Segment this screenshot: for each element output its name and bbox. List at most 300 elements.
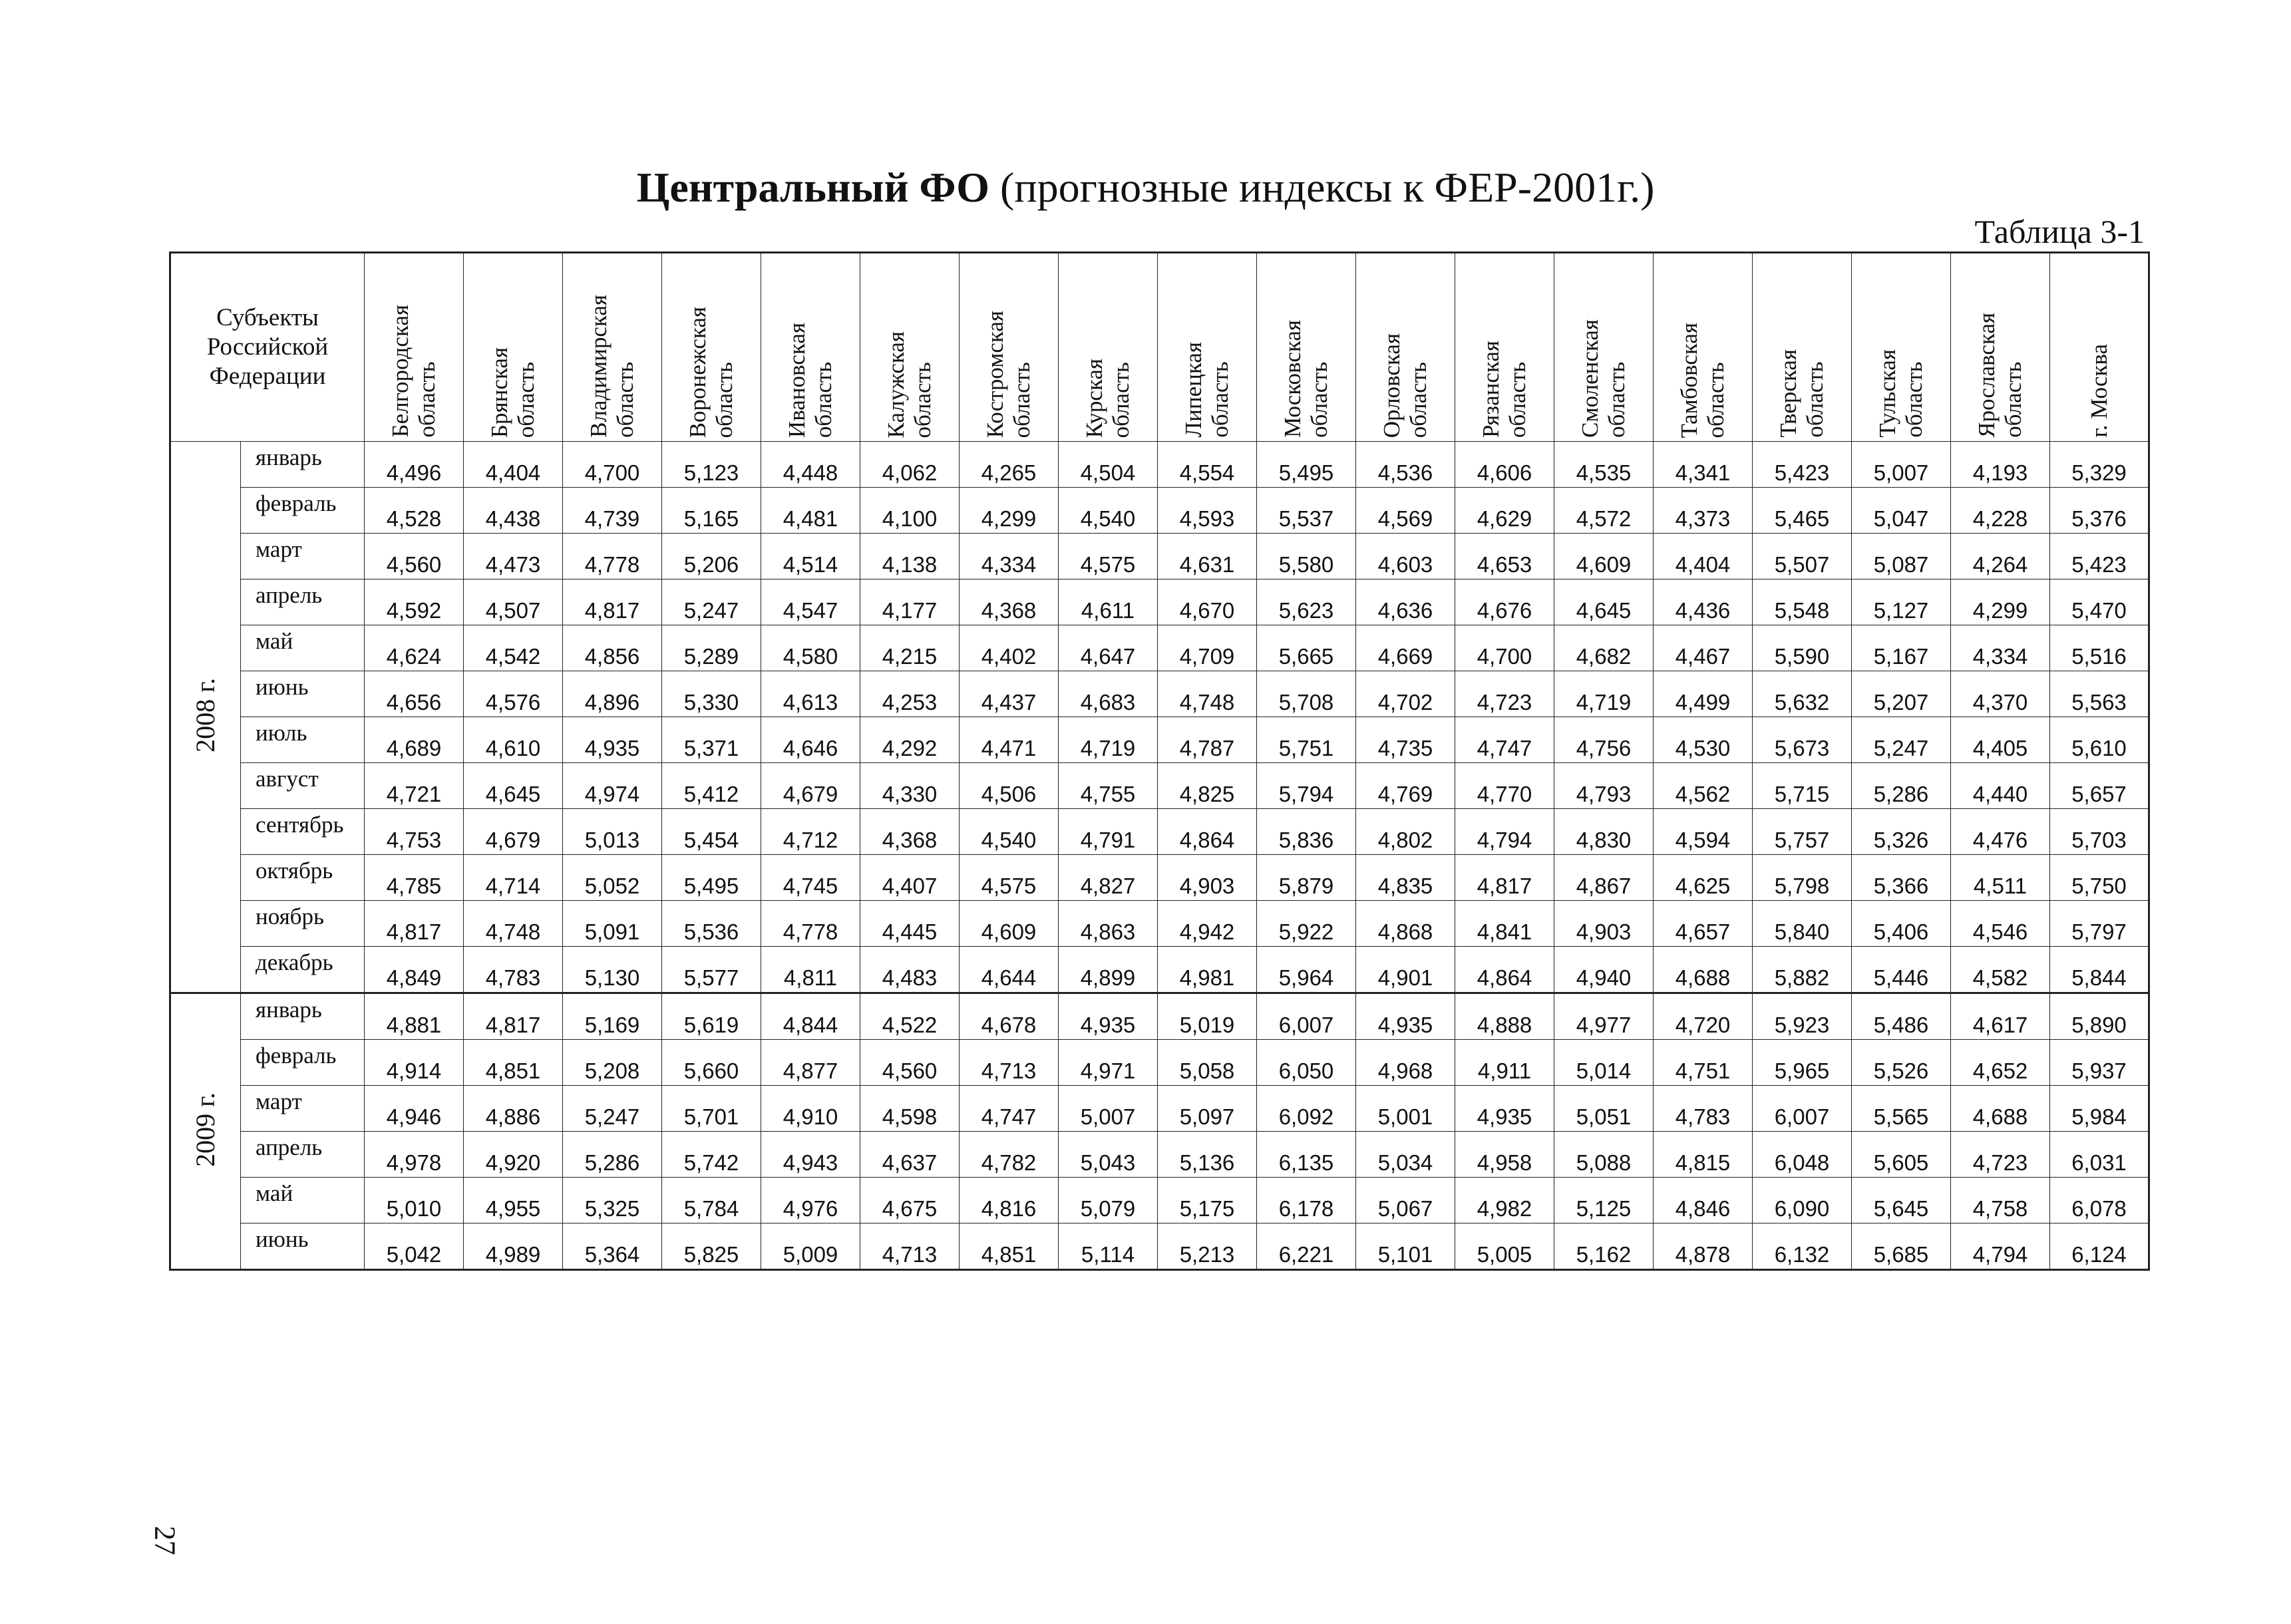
month-cell: апрель — [241, 579, 365, 625]
value-cell: 4,794 — [1455, 809, 1554, 855]
value-cell: 5,013 — [563, 809, 662, 855]
value-cell: 4,062 — [860, 442, 960, 488]
value-cell: 4,863 — [1059, 901, 1158, 947]
value-cell: 4,688 — [1654, 947, 1753, 993]
value-cell: 4,330 — [860, 763, 960, 809]
value-cell: 4,682 — [1554, 625, 1654, 671]
value-cell: 4,723 — [1455, 671, 1554, 717]
value-cell: 4,723 — [1951, 1132, 2050, 1178]
region-header — [1158, 253, 1257, 442]
value-cell: 5,079 — [1059, 1178, 1158, 1223]
value-cell: 4,981 — [1158, 947, 1257, 993]
month-cell: сентябрь — [241, 809, 365, 855]
value-cell: 5,247 — [1852, 717, 1951, 763]
value-cell: 6,048 — [1753, 1132, 1852, 1178]
value-cell: 4,785 — [365, 855, 464, 901]
value-cell: 4,506 — [960, 763, 1059, 809]
value-cell: 5,010 — [365, 1178, 464, 1223]
value-cell: 4,817 — [563, 579, 662, 625]
value-cell: 5,019 — [1158, 993, 1257, 1040]
table-row — [170, 947, 2149, 993]
region-header — [1852, 253, 1951, 442]
value-cell: 5,042 — [365, 1223, 464, 1270]
value-cell: 4,575 — [960, 855, 1059, 901]
value-cell: 4,611 — [1059, 579, 1158, 625]
value-cell: 5,412 — [662, 763, 761, 809]
value-cell: 5,136 — [1158, 1132, 1257, 1178]
value-cell: 4,546 — [1951, 901, 2050, 947]
region-label: Воронежская область — [685, 306, 737, 438]
value-cell: 4,609 — [1554, 534, 1654, 579]
month-cell: май — [241, 1178, 365, 1223]
value-cell: 5,165 — [662, 488, 761, 534]
region-label: Брянская область — [486, 347, 539, 438]
value-cell: 4,624 — [365, 625, 464, 671]
value-cell: 4,910 — [761, 1086, 860, 1132]
value-cell: 4,575 — [1059, 534, 1158, 579]
table-row — [170, 717, 2149, 763]
value-cell: 4,769 — [1356, 763, 1455, 809]
value-cell: 5,537 — [1257, 488, 1356, 534]
value-cell: 4,582 — [1951, 947, 2050, 993]
value-cell: 5,286 — [1852, 763, 1951, 809]
value-cell: 5,645 — [1852, 1178, 1951, 1223]
value-cell: 4,402 — [960, 625, 1059, 671]
value-cell: 5,125 — [1554, 1178, 1654, 1223]
month-cell: октябрь — [241, 855, 365, 901]
value-cell: 5,619 — [662, 993, 761, 1040]
title-bold: Центральный ФО — [636, 164, 990, 211]
value-cell: 4,334 — [1951, 625, 2050, 671]
value-cell: 4,719 — [1059, 717, 1158, 763]
value-cell: 4,755 — [1059, 763, 1158, 809]
table-row — [170, 1086, 2149, 1132]
region-header — [365, 253, 464, 442]
value-cell: 4,817 — [1455, 855, 1554, 901]
value-cell: 5,965 — [1753, 1040, 1852, 1086]
value-cell: 5,563 — [2050, 671, 2149, 717]
value-cell: 4,542 — [464, 625, 563, 671]
month-cell: июль — [241, 717, 365, 763]
value-cell: 4,368 — [860, 809, 960, 855]
value-cell: 4,830 — [1554, 809, 1654, 855]
region-header — [1951, 253, 2050, 442]
value-cell: 5,007 — [1852, 442, 1951, 488]
value-cell: 5,101 — [1356, 1223, 1455, 1270]
table-row — [170, 1223, 2149, 1270]
value-cell: 4,528 — [365, 488, 464, 534]
value-cell: 4,373 — [1654, 488, 1753, 534]
value-cell: 4,299 — [960, 488, 1059, 534]
value-cell: 4,802 — [1356, 809, 1455, 855]
value-cell: 6,007 — [1753, 1086, 1852, 1132]
value-cell: 5,047 — [1852, 488, 1951, 534]
value-cell: 5,364 — [563, 1223, 662, 1270]
value-cell: 4,593 — [1158, 488, 1257, 534]
value-cell: 5,423 — [2050, 534, 2149, 579]
value-cell: 5,794 — [1257, 763, 1356, 809]
value-cell: 4,646 — [761, 717, 860, 763]
value-cell: 5,495 — [1257, 442, 1356, 488]
value-cell: 4,511 — [1951, 855, 2050, 901]
value-cell: 4,370 — [1951, 671, 2050, 717]
value-cell: 4,835 — [1356, 855, 1455, 901]
value-cell: 5,208 — [563, 1040, 662, 1086]
year-cell — [170, 442, 241, 993]
value-cell: 5,590 — [1753, 625, 1852, 671]
value-cell: 4,448 — [761, 442, 860, 488]
region-label: Московская область — [1280, 320, 1332, 438]
value-cell: 5,708 — [1257, 671, 1356, 717]
value-cell: 4,989 — [464, 1223, 563, 1270]
value-cell: 5,486 — [1852, 993, 1951, 1040]
value-cell: 6,007 — [1257, 993, 1356, 1040]
value-cell: 5,009 — [761, 1223, 860, 1270]
page-title — [0, 161, 2291, 214]
value-cell: 4,576 — [464, 671, 563, 717]
value-cell: 5,052 — [563, 855, 662, 901]
region-header — [464, 253, 563, 442]
value-cell: 4,228 — [1951, 488, 2050, 534]
value-cell: 6,178 — [1257, 1178, 1356, 1223]
value-cell: 4,816 — [960, 1178, 1059, 1223]
value-cell: 4,483 — [860, 947, 960, 993]
value-cell: 5,005 — [1455, 1223, 1554, 1270]
region-label: Орловская область — [1379, 333, 1431, 438]
value-cell: 6,132 — [1753, 1223, 1852, 1270]
value-cell: 4,978 — [365, 1132, 464, 1178]
value-cell: 4,610 — [464, 717, 563, 763]
table-row — [170, 442, 2149, 488]
value-cell: 4,825 — [1158, 763, 1257, 809]
value-cell: 5,657 — [2050, 763, 2149, 809]
value-cell: 5,371 — [662, 717, 761, 763]
value-cell: 5,088 — [1554, 1132, 1654, 1178]
table-number: Таблица 3-1 — [1974, 213, 2145, 250]
value-cell: 5,742 — [662, 1132, 761, 1178]
value-cell: 5,007 — [1059, 1086, 1158, 1132]
value-cell: 5,937 — [2050, 1040, 2149, 1086]
value-cell: 4,253 — [860, 671, 960, 717]
value-cell: 4,903 — [1158, 855, 1257, 901]
table-row — [170, 579, 2149, 625]
month-cell: июнь — [241, 1223, 365, 1270]
value-cell: 5,247 — [563, 1086, 662, 1132]
value-cell: 4,481 — [761, 488, 860, 534]
value-cell: 4,974 — [563, 763, 662, 809]
month-cell: август — [241, 763, 365, 809]
value-cell: 4,653 — [1455, 534, 1554, 579]
value-cell: 4,514 — [761, 534, 860, 579]
value-cell: 4,407 — [860, 855, 960, 901]
value-cell: 4,592 — [365, 579, 464, 625]
value-cell: 5,632 — [1753, 671, 1852, 717]
value-cell: 4,436 — [1654, 579, 1753, 625]
value-cell: 4,540 — [960, 809, 1059, 855]
year-label: 2008 г. — [190, 678, 220, 752]
value-cell: 6,090 — [1753, 1178, 1852, 1223]
value-cell: 5,798 — [1753, 855, 1852, 901]
value-cell: 4,976 — [761, 1178, 860, 1223]
value-cell: 4,881 — [365, 993, 464, 1040]
value-cell: 4,440 — [1951, 763, 2050, 809]
value-cell: 4,676 — [1455, 579, 1554, 625]
value-cell: 4,678 — [960, 993, 1059, 1040]
value-cell: 4,656 — [365, 671, 464, 717]
value-cell: 4,815 — [1654, 1132, 1753, 1178]
value-cell: 5,536 — [662, 901, 761, 947]
month-cell: февраль — [241, 1040, 365, 1086]
month-cell: ноябрь — [241, 901, 365, 947]
value-cell: 4,721 — [365, 763, 464, 809]
value-cell: 4,968 — [1356, 1040, 1455, 1086]
value-cell: 4,851 — [464, 1040, 563, 1086]
value-cell: 4,299 — [1951, 579, 2050, 625]
value-cell: 5,423 — [1753, 442, 1852, 488]
value-cell: 4,637 — [860, 1132, 960, 1178]
value-cell: 4,572 — [1554, 488, 1654, 534]
value-cell: 4,631 — [1158, 534, 1257, 579]
value-cell: 6,078 — [2050, 1178, 2149, 1223]
value-cell: 4,560 — [860, 1040, 960, 1086]
value-cell: 4,471 — [960, 717, 1059, 763]
table-row — [170, 671, 2149, 717]
value-cell: 5,206 — [662, 534, 761, 579]
value-cell: 5,329 — [2050, 442, 2149, 488]
value-cell: 5,325 — [563, 1178, 662, 1223]
value-cell: 4,177 — [860, 579, 960, 625]
value-cell: 5,014 — [1554, 1040, 1654, 1086]
region-label: Смоленская область — [1577, 319, 1630, 438]
region-label: Ярославская область — [1974, 313, 2026, 438]
value-cell: 5,660 — [662, 1040, 761, 1086]
value-cell: 4,851 — [960, 1223, 1059, 1270]
value-cell: 4,341 — [1654, 442, 1753, 488]
value-cell: 5,703 — [2050, 809, 2149, 855]
value-cell: 4,748 — [1158, 671, 1257, 717]
value-cell: 5,366 — [1852, 855, 1951, 901]
value-cell: 5,406 — [1852, 901, 1951, 947]
value-cell: 4,644 — [960, 947, 1059, 993]
value-cell: 4,713 — [960, 1040, 1059, 1086]
month-cell: февраль — [241, 488, 365, 534]
value-cell: 4,603 — [1356, 534, 1455, 579]
value-cell: 4,877 — [761, 1040, 860, 1086]
value-cell: 4,878 — [1654, 1223, 1753, 1270]
table-row — [170, 1040, 2149, 1086]
value-cell: 4,507 — [464, 579, 563, 625]
value-cell: 4,499 — [1654, 671, 1753, 717]
value-cell: 5,840 — [1753, 901, 1852, 947]
value-cell: 5,213 — [1158, 1223, 1257, 1270]
value-cell: 4,844 — [761, 993, 860, 1040]
value-cell: 4,334 — [960, 534, 1059, 579]
value-cell: 5,123 — [662, 442, 761, 488]
value-cell: 4,849 — [365, 947, 464, 993]
value-cell: 5,207 — [1852, 671, 1951, 717]
value-cell: 5,087 — [1852, 534, 1951, 579]
value-cell: 5,750 — [2050, 855, 2149, 901]
value-cell: 5,051 — [1554, 1086, 1654, 1132]
value-cell: 4,645 — [464, 763, 563, 809]
table-row — [170, 809, 2149, 855]
value-cell: 5,446 — [1852, 947, 1951, 993]
value-cell: 5,565 — [1852, 1086, 1951, 1132]
value-cell: 4,536 — [1356, 442, 1455, 488]
year-label: 2009 г. — [190, 1092, 220, 1167]
value-cell: 4,645 — [1554, 579, 1654, 625]
corner-header: Субъекты Российской Федерации — [170, 253, 365, 442]
year-cell — [170, 993, 241, 1270]
value-cell: 4,783 — [1654, 1086, 1753, 1132]
value-cell: 4,942 — [1158, 901, 1257, 947]
value-cell: 4,404 — [464, 442, 563, 488]
value-cell: 4,560 — [365, 534, 464, 579]
value-cell: 5,465 — [1753, 488, 1852, 534]
header-row — [170, 253, 2149, 442]
value-cell: 4,982 — [1455, 1178, 1554, 1223]
value-cell: 4,569 — [1356, 488, 1455, 534]
value-cell: 4,675 — [860, 1178, 960, 1223]
table-row — [170, 855, 2149, 901]
title-rest: (прогнозные индексы к ФЕР-2001г.) — [989, 164, 1655, 211]
value-cell: 4,888 — [1455, 993, 1554, 1040]
value-cell: 5,844 — [2050, 947, 2149, 993]
value-cell: 4,940 — [1554, 947, 1654, 993]
value-cell: 4,864 — [1455, 947, 1554, 993]
value-cell: 5,001 — [1356, 1086, 1455, 1132]
value-cell: 4,688 — [1951, 1086, 2050, 1132]
value-cell: 4,625 — [1654, 855, 1753, 901]
value-cell: 5,526 — [1852, 1040, 1951, 1086]
value-cell: 4,827 — [1059, 855, 1158, 901]
region-header — [1257, 253, 1356, 442]
value-cell: 5,043 — [1059, 1132, 1158, 1178]
value-cell: 5,091 — [563, 901, 662, 947]
value-cell: 4,535 — [1554, 442, 1654, 488]
table-row — [170, 1178, 2149, 1223]
value-cell: 5,167 — [1852, 625, 1951, 671]
value-cell: 4,735 — [1356, 717, 1455, 763]
value-cell: 4,530 — [1654, 717, 1753, 763]
value-cell: 4,911 — [1455, 1040, 1554, 1086]
value-cell: 5,376 — [2050, 488, 2149, 534]
value-cell: 4,719 — [1554, 671, 1654, 717]
value-cell: 5,797 — [2050, 901, 2149, 947]
value-cell: 4,368 — [960, 579, 1059, 625]
value-cell: 5,507 — [1753, 534, 1852, 579]
value-cell: 5,330 — [662, 671, 761, 717]
value-cell: 5,130 — [563, 947, 662, 993]
value-cell: 4,265 — [960, 442, 1059, 488]
value-cell: 5,665 — [1257, 625, 1356, 671]
table-row — [170, 625, 2149, 671]
value-cell: 5,175 — [1158, 1178, 1257, 1223]
value-cell: 4,817 — [464, 993, 563, 1040]
region-label: г. Москва — [2085, 344, 2112, 438]
region-label: Ивановская область — [784, 322, 836, 438]
value-cell: 4,756 — [1554, 717, 1654, 763]
value-cell: 4,562 — [1654, 763, 1753, 809]
value-cell: 4,778 — [563, 534, 662, 579]
value-cell: 4,899 — [1059, 947, 1158, 993]
region-header — [662, 253, 761, 442]
table-row — [170, 488, 2149, 534]
value-cell: 4,647 — [1059, 625, 1158, 671]
region-header — [1059, 253, 1158, 442]
region-label: Тульская область — [1874, 349, 1927, 438]
value-cell: 5,326 — [1852, 809, 1951, 855]
value-cell: 4,679 — [761, 763, 860, 809]
region-label: Рязанская область — [1478, 341, 1530, 438]
index-table — [169, 251, 2150, 1271]
value-cell: 4,594 — [1654, 809, 1753, 855]
region-label: Липецкая область — [1180, 342, 1233, 438]
page-number: 27 — [148, 1526, 182, 1555]
value-cell: 5,882 — [1753, 947, 1852, 993]
value-cell: 5,923 — [1753, 993, 1852, 1040]
value-cell: 4,580 — [761, 625, 860, 671]
value-cell: 5,454 — [662, 809, 761, 855]
value-cell: 4,554 — [1158, 442, 1257, 488]
value-cell: 4,138 — [860, 534, 960, 579]
month-cell: март — [241, 534, 365, 579]
value-cell: 4,867 — [1554, 855, 1654, 901]
table-row — [170, 901, 2149, 947]
region-header — [1654, 253, 1753, 442]
value-cell: 6,221 — [1257, 1223, 1356, 1270]
value-cell: 4,636 — [1356, 579, 1455, 625]
value-cell: 4,700 — [563, 442, 662, 488]
value-cell: 4,811 — [761, 947, 860, 993]
value-cell: 4,606 — [1455, 442, 1554, 488]
value-cell: 6,050 — [1257, 1040, 1356, 1086]
value-cell: 4,747 — [960, 1086, 1059, 1132]
value-cell: 4,657 — [1654, 901, 1753, 947]
value-cell: 4,404 — [1654, 534, 1753, 579]
value-cell: 4,292 — [860, 717, 960, 763]
value-cell: 4,935 — [1059, 993, 1158, 1040]
value-cell: 4,896 — [563, 671, 662, 717]
value-cell: 4,946 — [365, 1086, 464, 1132]
value-cell: 5,516 — [2050, 625, 2149, 671]
value-cell: 5,610 — [2050, 717, 2149, 763]
value-cell: 5,286 — [563, 1132, 662, 1178]
value-cell: 5,605 — [1852, 1132, 1951, 1178]
value-cell: 5,751 — [1257, 717, 1356, 763]
value-cell: 5,034 — [1356, 1132, 1455, 1178]
value-cell: 4,405 — [1951, 717, 2050, 763]
value-cell: 4,598 — [860, 1086, 960, 1132]
value-cell: 4,714 — [464, 855, 563, 901]
value-cell: 5,580 — [1257, 534, 1356, 579]
region-header — [1753, 253, 1852, 442]
value-cell: 4,955 — [464, 1178, 563, 1223]
value-cell: 4,473 — [464, 534, 563, 579]
region-header — [1356, 253, 1455, 442]
value-cell: 5,984 — [2050, 1086, 2149, 1132]
value-cell: 4,793 — [1554, 763, 1654, 809]
value-cell: 5,890 — [2050, 993, 2149, 1040]
region-label: Белгородская область — [387, 305, 440, 438]
value-cell: 4,841 — [1455, 901, 1554, 947]
value-cell: 4,713 — [860, 1223, 960, 1270]
value-cell: 4,445 — [860, 901, 960, 947]
value-cell: 5,495 — [662, 855, 761, 901]
table-row — [170, 1132, 2149, 1178]
month-cell: декабрь — [241, 947, 365, 993]
value-cell: 5,247 — [662, 579, 761, 625]
